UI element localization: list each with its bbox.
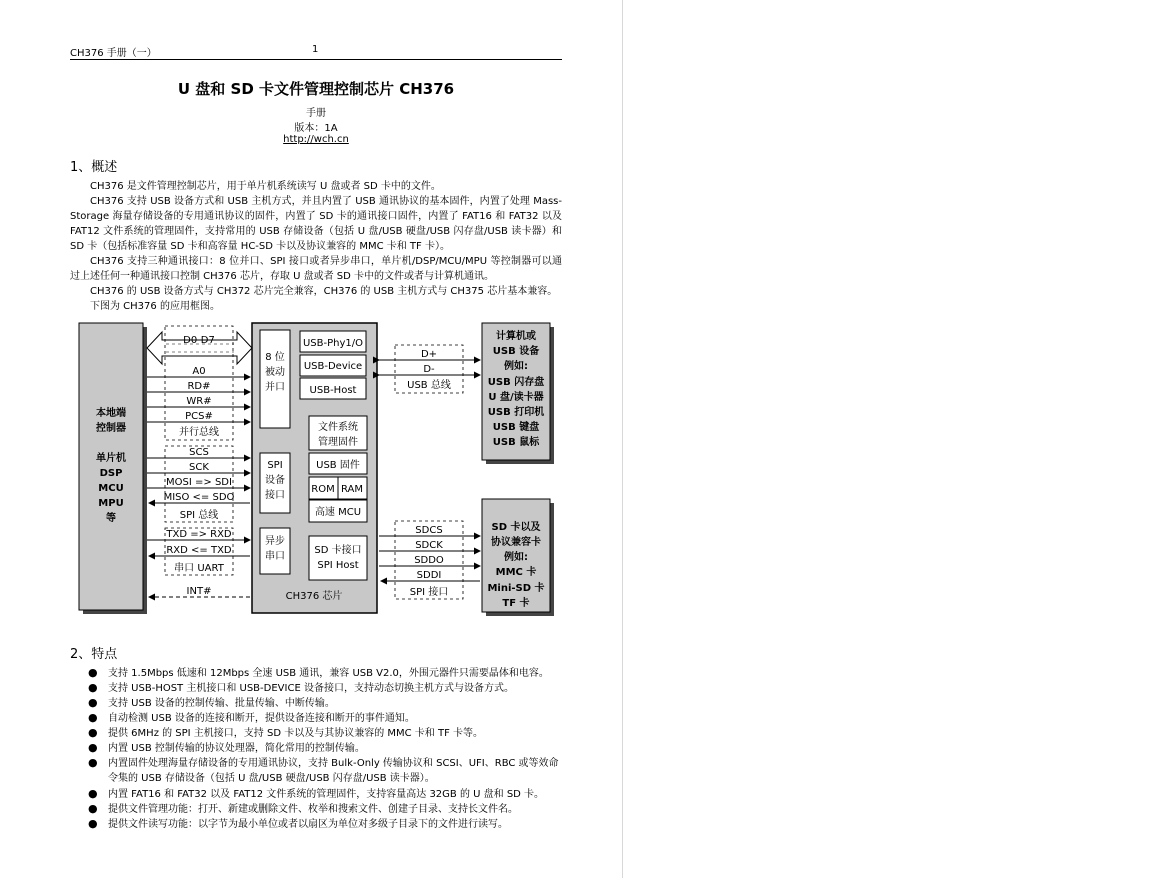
signal-label: INT# bbox=[186, 586, 212, 597]
signal-label: MOSI => SDI bbox=[166, 477, 232, 488]
signal-label: D- bbox=[423, 364, 435, 375]
bullet-icon: ● bbox=[88, 681, 98, 694]
running-header: CH376 手册（一） bbox=[70, 48, 157, 59]
document-subtitle: 手册 bbox=[306, 108, 326, 119]
signal-label: WR# bbox=[186, 396, 212, 407]
controller-line: DSP bbox=[99, 468, 123, 479]
sd-interface-label: SD 卡接口 bbox=[314, 545, 362, 556]
signal-label: D0-D7 bbox=[183, 335, 215, 346]
computer-box-line: USB 设备 bbox=[492, 346, 540, 357]
controller-line: 单片机 bbox=[96, 453, 126, 464]
page-edge bbox=[622, 0, 623, 878]
controller-line: MCU bbox=[98, 483, 124, 494]
signal-label: SCS bbox=[189, 447, 209, 458]
sd-box-line: Mini-SD 卡 bbox=[487, 583, 545, 594]
sd-box-line: 协议兼容卡 bbox=[491, 537, 541, 548]
sd-box-line: 例如: bbox=[504, 552, 528, 563]
signal-label: SDDI bbox=[416, 570, 442, 581]
signal-label: SCK bbox=[189, 462, 209, 473]
usb-block-label: USB-Host bbox=[309, 385, 357, 396]
signal-label: TXD => RXD bbox=[166, 529, 232, 540]
port-label: 并口 bbox=[265, 382, 285, 393]
bus-label: SPI 总线 bbox=[179, 510, 219, 521]
bus-label: USB 总线 bbox=[407, 380, 451, 391]
controller-line: 本地端 bbox=[96, 408, 126, 419]
bullet-icon: ● bbox=[88, 711, 98, 724]
paragraph: CH376 支持三种通讯接口：8 位并口、SPI 接口或者异步串口，单片机/DSP/MCU/MPU 等控制器可以通过上述任何一种通讯接口控制 CH376 芯片，存取 U 盘或者 SD 卡中的文件或者与计算机通讯。 bbox=[70, 256, 562, 282]
controller-line: MPU bbox=[98, 498, 124, 509]
page-number: 1 bbox=[312, 44, 319, 55]
paragraph: CH376 支持 USB 设备方式和 USB 主机方式，并且内置了 USB 通讯协议的基本固件，内置了处理 Mass-Storage 海量存储设备的专用通讯协议的固件，内置了 SD 卡的通讯接口固件，内置了 FAT16 和 FAT32 以及 FAT12 文件系统的管理固件，支持常用的 USB 存储设备（包括 U 盘/USB 硬盘/USB 闪存盘/USB 读卡器）和 SD 卡（包括标准容量 SD 卡和高容量 HC-SD 卡以及协议兼容的 MMC 卡和 TF 卡）。 bbox=[70, 196, 562, 252]
computer-box-line: 计算机或 bbox=[496, 331, 536, 342]
signal-label: A0 bbox=[192, 366, 206, 377]
document-version: 版本：1A bbox=[294, 123, 338, 134]
port-label: 异步 bbox=[265, 536, 285, 547]
computer-box-line: USB 打印机 bbox=[487, 407, 545, 418]
usb-block-label: USB-Device bbox=[303, 361, 363, 372]
ch376-block-diagram bbox=[70, 318, 560, 618]
bus-label: SPI 接口 bbox=[409, 587, 449, 598]
port-label: SPI bbox=[267, 460, 283, 471]
fs-label: 文件系统 bbox=[318, 422, 358, 433]
feature-item: 支持 1.5Mbps 低速和 12Mbps 全速 USB 通讯，兼容 USB V2.0，外围元器件只需要晶体和电容。 bbox=[108, 668, 549, 679]
usb-block-label: USB-Phy1/O bbox=[302, 338, 364, 349]
section-heading-features: 2、特点 bbox=[70, 647, 118, 662]
bullet-icon: ● bbox=[88, 726, 98, 739]
sd-interface-label: SPI Host bbox=[317, 560, 359, 571]
controller-box bbox=[79, 323, 143, 610]
controller-line: 控制器 bbox=[96, 423, 126, 434]
bullet-icon: ● bbox=[88, 787, 98, 800]
feature-item: 内置 FAT16 和 FAT32 以及 FAT12 文件系统的管理固件，支持容量高达 32GB 的 U 盘和 SD 卡。 bbox=[108, 789, 545, 800]
bullet-icon: ● bbox=[88, 802, 98, 815]
port-label: 接口 bbox=[265, 490, 285, 501]
port-label: 串口 bbox=[265, 551, 285, 562]
computer-box-line: USB 鼠标 bbox=[492, 437, 540, 448]
feature-item: 提供文件读写功能：以字节为最小单位或者以扇区为单位对多级子目录下的文件进行读写。 bbox=[108, 819, 508, 830]
signal-label: SDCS bbox=[415, 525, 443, 536]
signal-label: D+ bbox=[420, 349, 438, 360]
sd-box-line: TF 卡 bbox=[502, 598, 530, 609]
sd-interface-box bbox=[309, 536, 367, 580]
rom-label: ROM bbox=[311, 484, 335, 495]
chip-name: CH376 芯片 bbox=[285, 591, 343, 602]
feature-item: 支持 USB 设备的控制传输、批量传输、中断传输。 bbox=[108, 698, 335, 709]
bus-label: 并行总线 bbox=[179, 427, 219, 438]
feature-item: 内置固件处理海量存储设备的专用通讯协议，支持 Bulk-Only 传输协议和 SCSI、UFI、RBC 或等效命令集的 USB 存储设备（包括 U 盘/USB 硬盘/USB 闪存盘/USB 读卡器）。 bbox=[108, 758, 559, 784]
parallel-port-box bbox=[260, 330, 290, 428]
signal-label: PCS# bbox=[185, 411, 213, 422]
computer-box-line: USB 闪存盘 bbox=[487, 377, 545, 388]
computer-box-line: U 盘/读卡器 bbox=[488, 392, 544, 403]
sd-box-line: SD 卡以及 bbox=[491, 522, 541, 533]
feature-item: 自动检测 USB 设备的连接和断开，提供设备连接和断开的事件通知。 bbox=[108, 713, 415, 724]
fs-label: 管理固件 bbox=[318, 437, 358, 448]
usb-firmware-label: USB 固件 bbox=[316, 460, 360, 471]
signal-label: SDCK bbox=[415, 540, 443, 551]
mcu-label: 高速 MCU bbox=[314, 507, 362, 518]
section-heading-overview: 1、概述 bbox=[70, 160, 118, 175]
document-url-link[interactable]: http://wch.cn bbox=[283, 134, 349, 145]
port-label: 8 位 bbox=[265, 352, 285, 363]
bullet-icon: ● bbox=[88, 666, 98, 679]
computer-box-line: 例如: bbox=[504, 361, 528, 372]
feature-item: 提供文件管理功能：打开、新建或删除文件、枚举和搜索文件、创建子目录、支持长文件名。 bbox=[108, 804, 518, 815]
port-label: 设备 bbox=[265, 475, 285, 486]
bullet-icon: ● bbox=[88, 817, 98, 830]
computer-box-line: USB 键盘 bbox=[492, 422, 540, 433]
paragraph: CH376 是文件管理控制芯片，用于单片机系统读写 U 盘或者 SD 卡中的文件。 bbox=[90, 181, 441, 192]
document-title: U 盘和 SD 卡文件管理控制芯片 CH376 bbox=[177, 80, 455, 98]
feature-item: 支持 USB-HOST 主机接口和 USB-DEVICE 设备接口，支持动态切换主机方式与设备方式。 bbox=[108, 683, 514, 694]
paragraph: CH376 的 USB 设备方式与 CH372 芯片完全兼容，CH376 的 USB 主机方式与 CH375 芯片基本兼容。 bbox=[90, 286, 558, 297]
sd-box-line: MMC 卡 bbox=[495, 567, 537, 578]
paragraph: 下图为 CH376 的应用框图。 bbox=[90, 301, 220, 312]
signal-label: MISO <= SDO bbox=[163, 492, 235, 503]
bullet-icon: ● bbox=[88, 756, 98, 769]
feature-item: 提供 6MHz 的 SPI 主机接口，支持 SD 卡以及与其协议兼容的 MMC 卡和 TF 卡等。 bbox=[108, 728, 484, 739]
port-label: 被动 bbox=[265, 367, 285, 378]
signal-label: RD# bbox=[187, 381, 211, 392]
signal-label: SDDO bbox=[414, 555, 444, 566]
bullet-icon: ● bbox=[88, 696, 98, 709]
ram-label: RAM bbox=[340, 484, 364, 495]
bullet-icon: ● bbox=[88, 741, 98, 754]
controller-line: 等 bbox=[106, 513, 116, 524]
header-rule bbox=[70, 59, 562, 60]
feature-item: 内置 USB 控制传输的协议处理器，简化常用的控制传输。 bbox=[108, 743, 365, 754]
bus-label: 串口 UART bbox=[174, 563, 224, 574]
signal-label: RXD <= TXD bbox=[166, 545, 232, 556]
